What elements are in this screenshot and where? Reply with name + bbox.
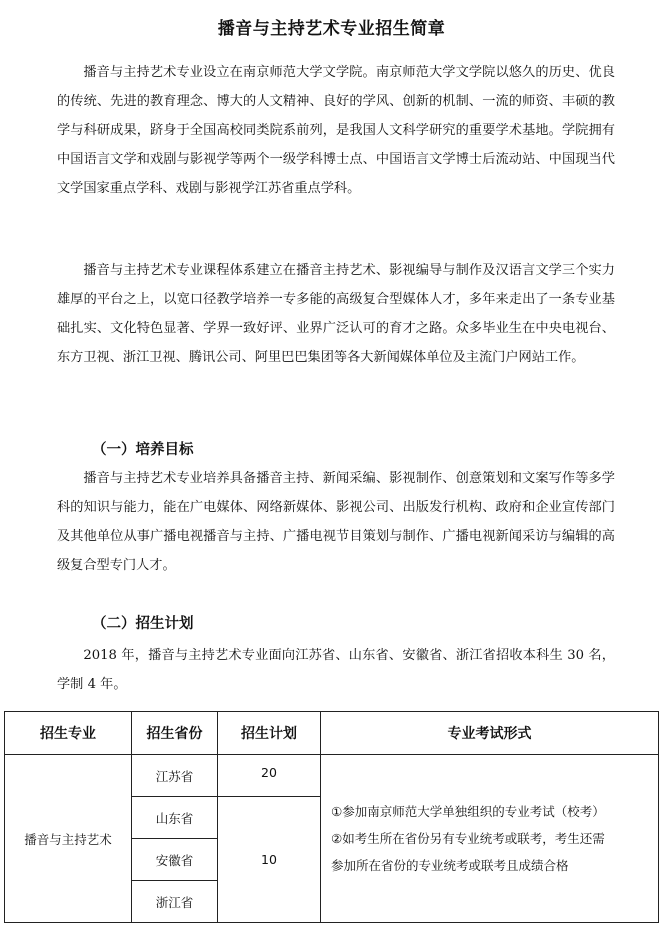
- header-quota: 招生计划: [218, 712, 321, 755]
- exam-line-1: ①参加南京师范大学单独组织的专业考试（校考）: [331, 804, 605, 819]
- province-cell: 安徽省: [132, 839, 218, 881]
- header-major: 招生专业: [5, 712, 132, 755]
- enrollment-table: [4, 711, 659, 923]
- province-cell: 江苏省: [132, 755, 218, 797]
- header-province: 招生省份: [132, 712, 218, 755]
- table-header-row: [5, 712, 659, 755]
- exam-line-3: 参加所在省份的专业统考或联考且成绩合格: [331, 858, 569, 873]
- intro-paragraph-2: 播音与主持艺术专业课程体系建立在播音主持艺术、影视编导与制作及汉语言文学三个实力雄厚的平台之上，以宽口径教学培养一专多能的高级复合型媒体人才，多年来走出了一条专业基础扎实、文化特色显著、学界一致好评、业界广泛认可的育才之路。众多毕业生在中央电视台、东方卫视、浙江卫视、腾讯公司、阿里巴巴集团等各大新闻媒体单位及主流门户网站工作。: [57, 263, 615, 365]
- exam-line-2: ②如考生所在省份另有专业统考或联考，考生还需: [331, 831, 605, 846]
- header-exam-format: 专业考试形式: [321, 712, 659, 755]
- exam-format-cell: [321, 755, 659, 923]
- section-heading-goal: （一）培养目标: [92, 442, 194, 458]
- document-title: 播音与主持艺术专业招生简章: [217, 19, 446, 39]
- province-cell: 山东省: [132, 797, 218, 839]
- table-row: [5, 755, 659, 797]
- quota-cell-others: 10: [218, 797, 321, 923]
- plan-paragraph: 2018 年，播音与主持艺术专业面向江苏省、山东省、安徽省、浙江省招收本科生 30 名，学制 4 年。: [57, 648, 615, 692]
- section-heading-plan: （二）招生计划: [92, 616, 194, 632]
- quota-cell-jiangsu: 20: [218, 755, 321, 797]
- goal-paragraph: 播音与主持艺术专业培养具备播音主持、新闻采编、影视制作、创意策划和文案写作等多学科的知识与能力，能在广电媒体、网络新媒体、影视公司、出版发行机构、政府和企业宣传部门及其他单位从事广播电视播音与主持、广播电视节目策划与制作、广播电视新闻采访与编辑的高级复合型专门人才。: [57, 471, 615, 573]
- intro-paragraph-1: 播音与主持艺术专业设立在南京师范大学文学院。南京师范大学文学院以悠久的历史、优良的传统、先进的教育理念、博大的人文精神、良好的学风、创新的机制、一流的师资、丰硕的教学与科研成果，跻身于全国高校同类院系前列，是我国人文科学研究的重要学术基地。学院拥有中国语言文学和戏剧与影视学等两个一级学科博士点、中国语言文学博士后流动站、中国现当代文学国家重点学科、戏剧与影视学江苏省重点学科。: [57, 65, 615, 196]
- province-cell: 浙江省: [132, 881, 218, 923]
- major-cell: 播音与主持艺术: [5, 755, 132, 923]
